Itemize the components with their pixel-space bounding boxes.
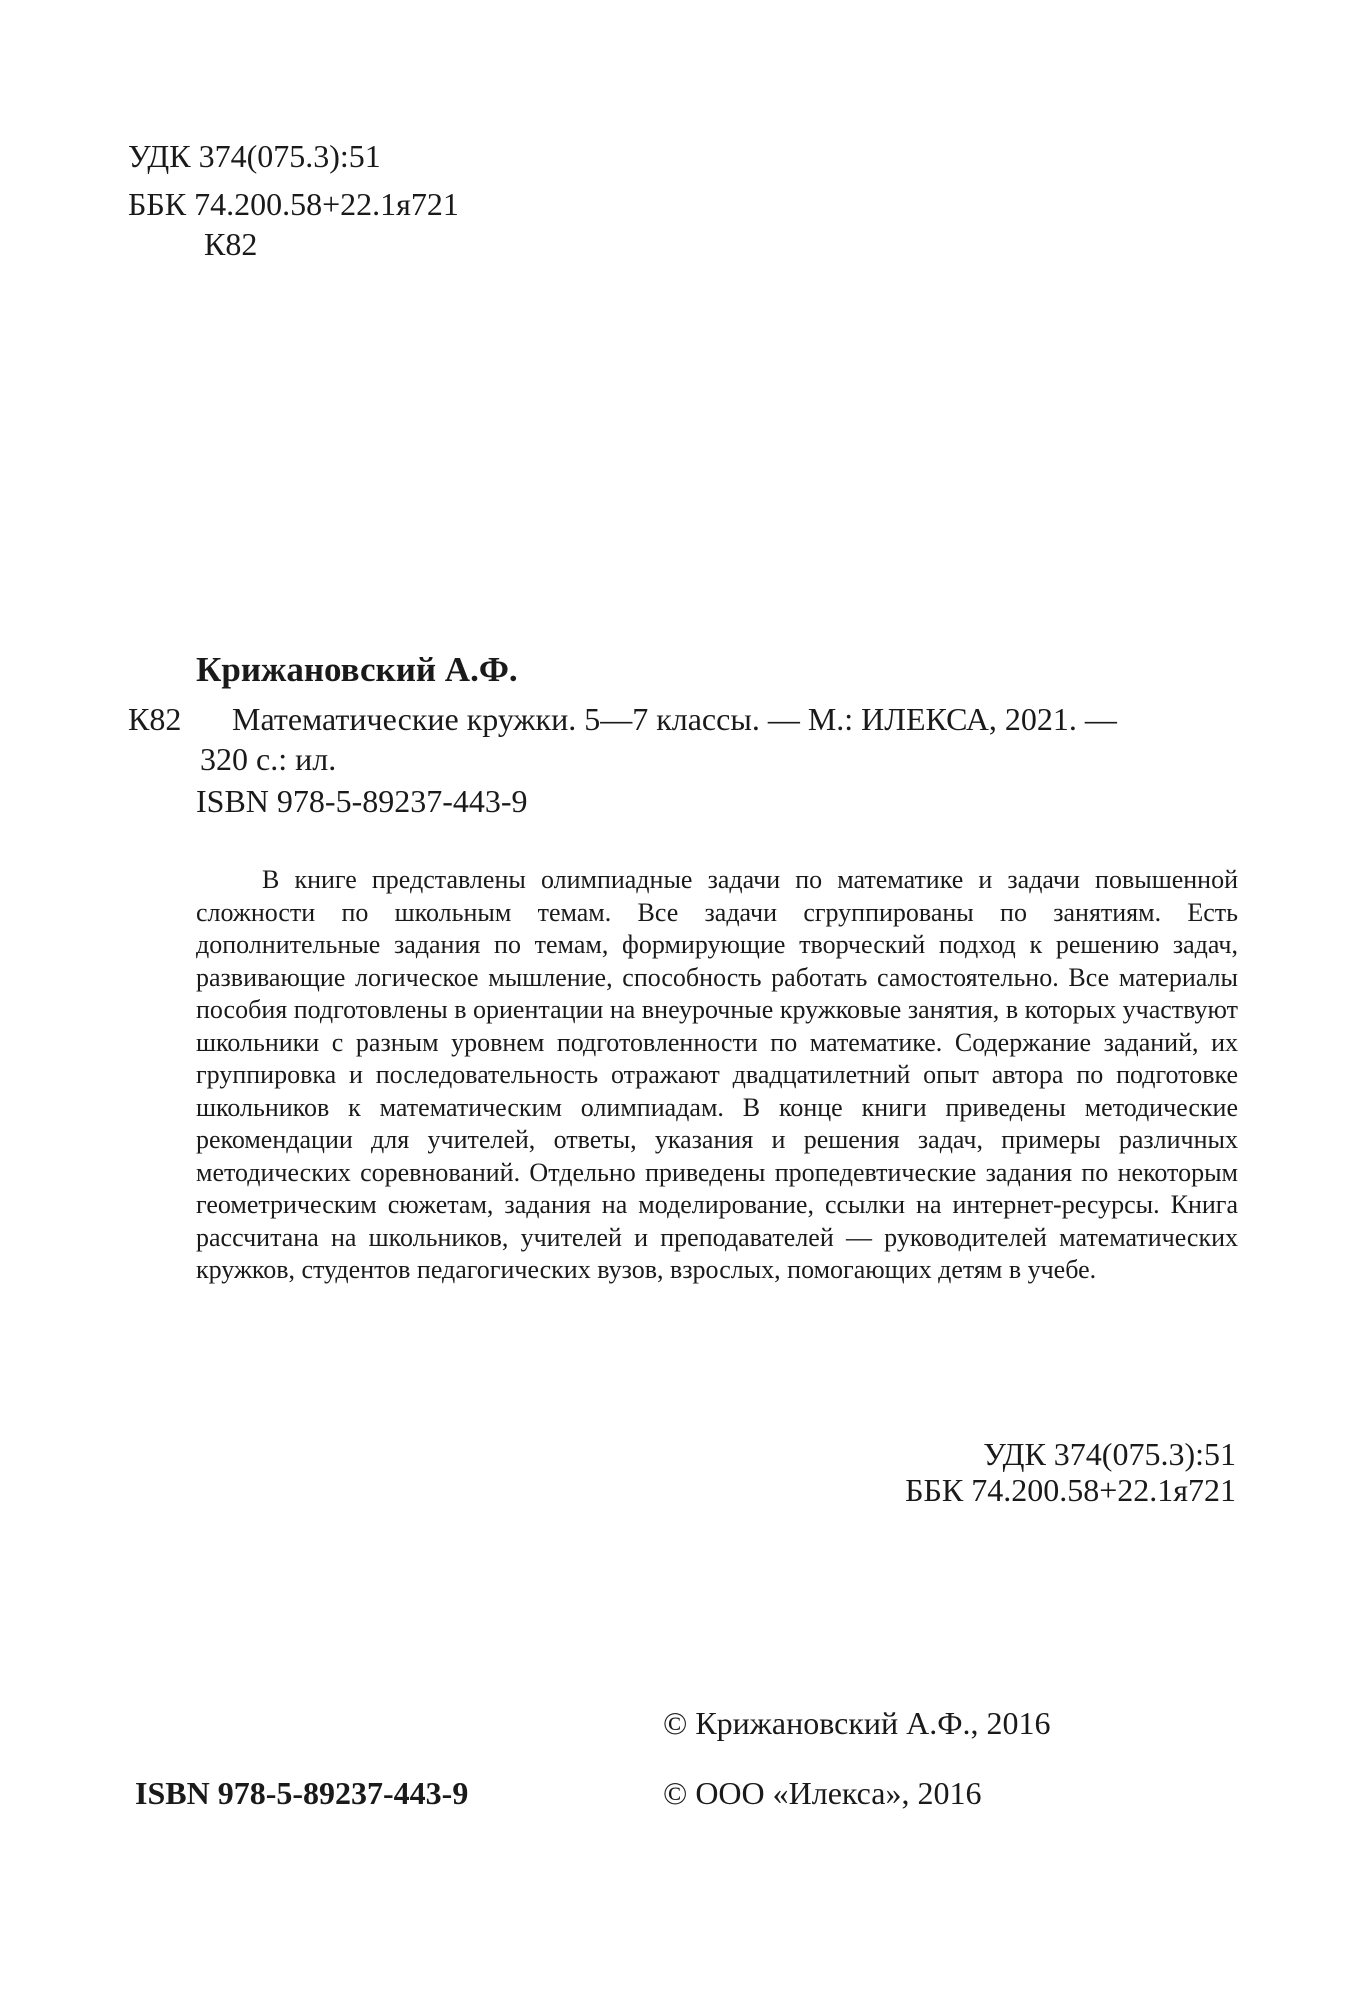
footer-classification [905,1436,1236,1508]
header-bbk: ББК 74.200.58+22.1я721 [128,186,459,222]
footer-bbk: ББК 74.200.58+22.1я721 [905,1472,1236,1508]
page-count: 320 с.: ил. [200,741,337,777]
copyright-isbn: ISBN 978-5-89237-443-9 [135,1775,469,1811]
entry-isbn: ISBN 978-5-89237-443-9 [196,783,528,819]
header-udk: УДК 374(075.3):51 [128,138,381,174]
copyright-publisher: © ООО «Илекса», 2016 [663,1775,982,1811]
copyright-author: © Крижановский А.Ф., 2016 [663,1705,1051,1741]
annotation-paragraph: В книге представлены олимпиадные задачи по математике и задачи повышенной сложности по школьным темам. Все задачи сгруппированы по занятиям. Есть дополнительные задания по темам, формирующие творческий подход к решению задач, развивающие логическое мышление, способность работать самостоятельно. Все материалы пособия подготовлены в ориентации на внеурочные кружковые занятия, в которых участвуют школьники с разным уровнем подготовленности по математике. Содержание заданий, их группировка и последовательность отражают двадцатилетний опыт автора по подготовке школьников к математическим олимпиадам. В конце книги приведены методические рекомендации для учителей, ответы, указания и решения задач, примеры различных методических соревнований. Отдельно приведены пропедевтические задания по некоторым геометрическим сюжетам, задания на моделирование, ссылки на интернет-ресурсы. Книга рассчитана на школьников, учителей и преподавателей — руководителей математических кружков, студентов педагогических вузов, взрослых, помогающих детям в учебе. [196,865,1238,1284]
header-cutter: К82 [204,226,258,262]
entry-cutter: К82 [128,701,182,737]
footer-udk: УДК 374(075.3):51 [983,1436,1236,1472]
author-name: Крижановский А.Ф. [196,650,518,689]
book-title-line: Математические кружки. 5—7 классы. — М.: ИЛЕКСА, 2021. — [232,701,1117,737]
